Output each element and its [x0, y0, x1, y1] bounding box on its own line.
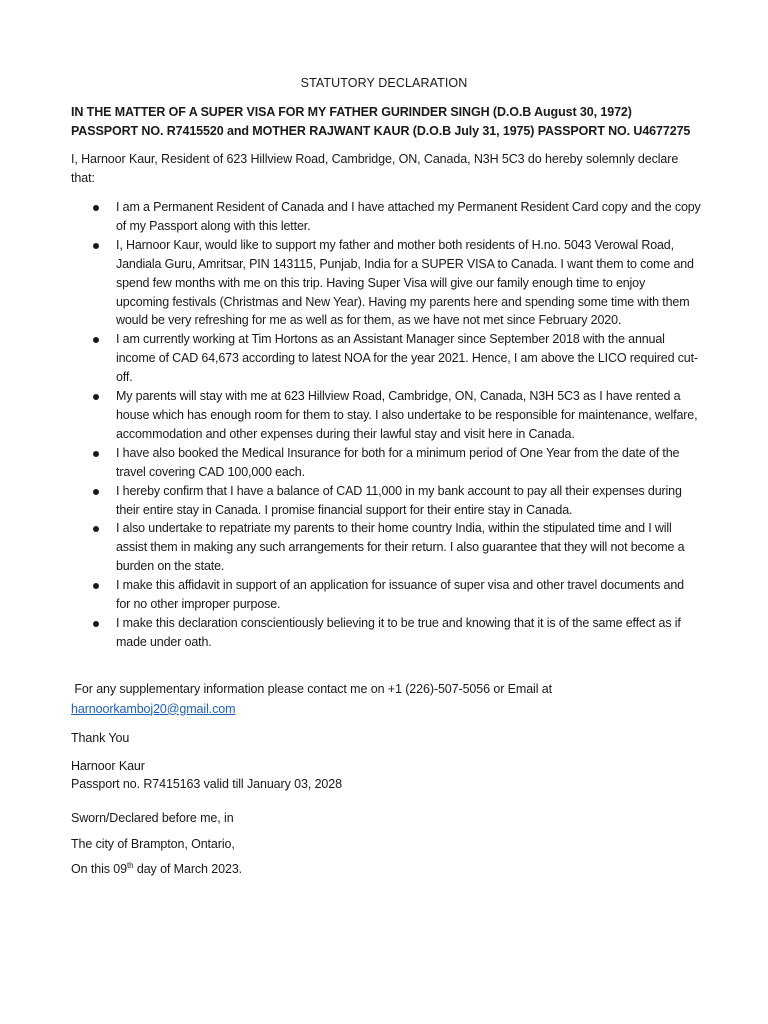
- list-item: [71, 614, 701, 652]
- passport-line: Passport no. R7415163 valid till January 03, 2028: [71, 777, 342, 791]
- contact-text: For any supplementary information please contact me on +1 (226)-507-5056 or Email at: [74, 682, 552, 696]
- bullet-icon: [93, 583, 99, 589]
- sworn-line: Sworn/Declared before me, in: [71, 811, 234, 825]
- list-item: [71, 519, 701, 576]
- list-item: [71, 198, 701, 236]
- list-item-text: I, Harnoor Kaur, would like to support my father and mother both residents of H.no. 5043 Verowal Road, Jandiala Guru, Amritsar, PIN 143115, Punjab, India for a SUPER VISA to Canada. I want them to come and spend few months with me on this trip. Having Super Visa will give our family enough time to enjoy upcoming festivals (Christmas and New Year). Having my parents here and spending some time with them would be very refreshing for me as well as for them, as we have not met since February 2020.: [116, 237, 694, 328]
- list-item: [71, 330, 701, 387]
- signer-name: Harnoor Kaur: [71, 759, 145, 773]
- list-item: [71, 236, 701, 331]
- list-item-text: I have also booked the Medical Insurance for both for a minimum period of One Year from the date of the travel covering CAD 100,000 each.: [116, 445, 680, 479]
- date-prefix: On this 09: [71, 862, 127, 876]
- intro-paragraph: I, Harnoor Kaur, Resident of 623 Hillview Road, Cambridge, ON, Canada, N3H 5C3 do hereby solemnly declare that:: [71, 152, 679, 185]
- list-item: [71, 387, 701, 444]
- list-item: [71, 482, 701, 520]
- date-superscript: th: [126, 861, 134, 870]
- bullet-icon: [93, 394, 99, 400]
- list-item-text: I am currently working at Tim Hortons as an Assistant Manager since September 2018 with the annual income of CAD 64,673 according to latest NOA for the year 2021. Hence, I am above the LICO required cut-off.: [116, 332, 698, 385]
- date-suffix: day of March 2023.: [133, 862, 243, 876]
- bullet-icon: [93, 489, 99, 495]
- matter-heading: IN THE MATTER OF A SUPER VISA FOR MY FATHER GURINDER SINGH (D.O.B August 30, 1972) PASSPORT NO. R7415520 and MOTHER RAJWANT KAUR (D.O.B July 31, 1975) PASSPORT NO. U4677275: [71, 105, 691, 138]
- bullet-icon: [93, 451, 99, 457]
- bullet-icon: [93, 526, 99, 532]
- city-line: The city of Brampton, Ontario,: [71, 837, 235, 851]
- thank-you: Thank You: [71, 731, 130, 745]
- bullet-icon: [93, 621, 99, 627]
- bullet-icon: [93, 337, 99, 343]
- list-item-text: I make this declaration conscientiously believing it to be true and knowing that it is of the same effect as if made under oath.: [116, 615, 681, 649]
- list-item-text: I am a Permanent Resident of Canada and I have attached my Permanent Resident Card copy and the copy of my Passport along with this letter.: [116, 200, 701, 233]
- list-item-text: I also undertake to repatriate my parents to their home country India, within the stipulated time and I will assist them in making any such arrangements for their return. I also guarantee that they will not become a burden on the state.: [116, 521, 685, 574]
- list-item: [71, 444, 701, 482]
- date-line: [71, 860, 701, 879]
- list-item-text: My parents will stay with me at 623 Hillview Road, Cambridge, ON, Canada, N3H 5C3 as I have rented a house which has enough room for them to stay. I also undertake to be responsible for maintenance, welfare, accommodation and other expenses during their lawful stay and visit here in Canada.: [116, 389, 698, 441]
- bullet-icon: [93, 243, 99, 249]
- list-item: [71, 576, 701, 614]
- list-item-text: I hereby confirm that I have a balance of CAD 11,000 in my bank account to pay all their expenses during their entire stay in Canada. I promise financial support for their entire stay in Canada.: [116, 483, 682, 517]
- declaration-list: [71, 198, 701, 652]
- document-title: STATUTORY DECLARATION: [300, 76, 468, 90]
- bullet-icon: [93, 205, 99, 211]
- contact-paragraph: [71, 680, 701, 719]
- email-link[interactable]: harnoorkamboj20@gmail.com: [71, 701, 236, 716]
- list-item-text: I make this affidavit in support of an application for issuance of super visa and other travel documents and for no other improper purpose.: [116, 578, 684, 612]
